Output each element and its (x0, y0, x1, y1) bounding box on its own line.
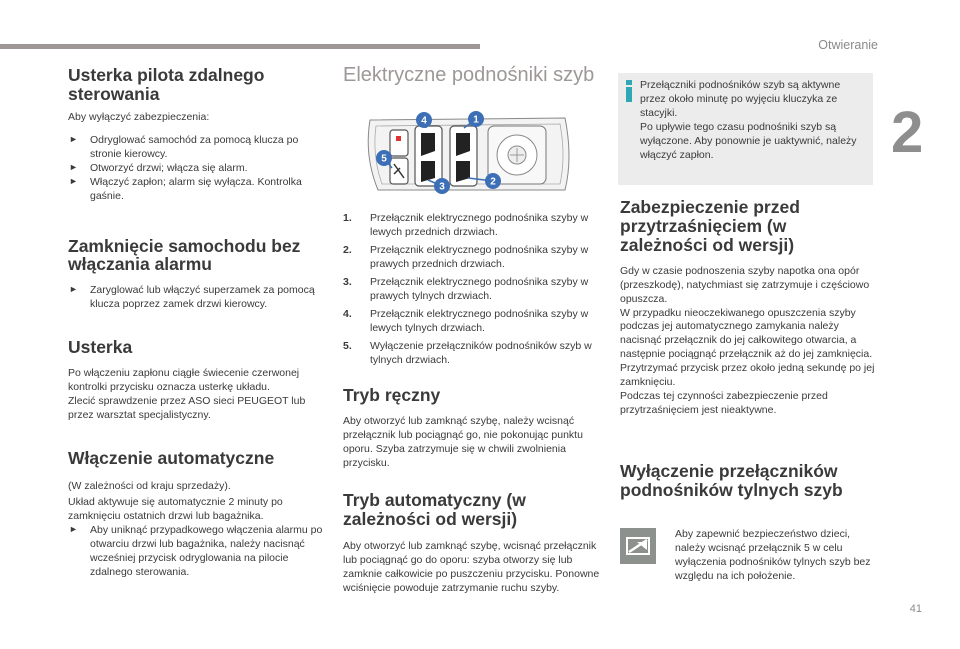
heading-auto-mode: Tryb automatyczny (w zależności od wersji) (343, 490, 526, 530)
chapter-number: 2 (891, 100, 924, 165)
list-item: ► Odryglować samochód za pomocą klucza po stronie kierowcy. (69, 133, 299, 160)
heading-auto-activation: Włączenie automatyczne (68, 447, 275, 468)
switch-legend-list (343, 212, 605, 368)
column-right (620, 198, 876, 500)
column-middle-body (343, 212, 605, 596)
list-item: 4. Przełącznik elektrycznego podnośnika szyby w lewych tylnych drzwiach. (343, 307, 589, 334)
window-switch-panel-illustration (360, 108, 575, 200)
anti-pinch-text-3: Podczas tej czynności zabezpieczenie przed przytrzaśnięciem jest nieaktywne. (620, 390, 828, 417)
svg-text:1: 1 (473, 114, 479, 126)
info-icon (623, 80, 635, 102)
heading-lock-without-alarm: Zamknięcie samochodu bez włączania alarmu (68, 235, 301, 275)
svg-text:4: 4 (421, 115, 427, 127)
remote-failure-steps (68, 134, 326, 204)
auto-mode-text: Aby otworzyć lub zamknąć szybę, wcisnąć przełącznik lub pociągnąć go do oporu: szyba otworzy się lub zamknie całkowicie po puszczeniu przycisku. Ponowne wciśnięcie powoduje zatrzymanie ruchu szyby. (343, 540, 600, 594)
led-icon (396, 136, 401, 141)
heading-electric-windows: Elektryczne podnośniki szyb (343, 64, 595, 86)
switch-rear-lock (390, 130, 408, 156)
info-text: Przełączniki podnośników szyb są aktywne przez około minutę po wyjęciu kluczyka ze stacyjki. Po upływie tego czasu podnośniki szyb są wyłączone. Aby ponownie je uaktywnić, należy włączyć zapłon. (640, 79, 857, 161)
page-number: 41 (909, 603, 922, 615)
list-item: 2. Przełącznik elektrycznego podnośnika szyby w prawych przednich drzwiach. (343, 243, 589, 270)
lock-without-alarm-steps (68, 284, 326, 312)
callout-4 (416, 112, 432, 128)
auto-activation-steps (68, 524, 326, 580)
bullet-icon: ► (69, 161, 78, 172)
bullet-icon: ► (69, 133, 78, 144)
column-left (68, 66, 326, 579)
svg-text:5: 5 (381, 153, 387, 165)
svg-text:3: 3 (439, 181, 445, 193)
rear-switch-disable-body (675, 528, 875, 584)
heading-manual-mode: Tryb ręczny (343, 384, 441, 405)
bullet-icon: ► (69, 175, 78, 186)
heading-anti-pinch: Zabezpieczenie przed przytrzaśnięciem (w zależności od wersji) (620, 197, 800, 255)
fault-text-2: Zlecić sprawdzenie przez ASO sieci PEUGEOT lub przez warsztat specjalistyczny. (68, 394, 306, 421)
anti-pinch-text-2: W przypadku nieoczekiwanego opuszczenia szyby podczas jej automatycznego zamykania należy nacisnąć przełącznik do jej całkowitego otwarcia, a następnie pociągnąć przełącznik aż do jej zamknięcia. Przytrzymać przycisk przez około jedną sekundę po jej zamknięciu. (620, 306, 875, 389)
list-item: 3. Przełącznik elektrycznego podnośnika szyby w prawych tylnych drzwiach. (343, 275, 589, 302)
header-bar (0, 44, 480, 49)
list-item: ► Zaryglować lub włączyć superzamek za pomocą klucza poprzez zamek drzwi kierowcy. (69, 284, 315, 311)
bullet-icon: ► (69, 284, 78, 295)
info-box (618, 73, 873, 185)
svg-text:2: 2 (490, 176, 496, 188)
list-item: ► Włączyć zapłon; alarm się wyłącza. Kontrolka gaśnie. (69, 175, 302, 202)
heading-fault: Usterka (68, 337, 133, 358)
child-lock-switch-icon (620, 528, 656, 564)
fault-text: Po włączeniu zapłonu ciągłe świecenie czerwonej kontrolki przycisku oznacza usterkę układu. (68, 367, 300, 394)
auto-activation-note: (W zależności od kraju sprzedaży). (68, 479, 231, 492)
list-item: ► Otworzyć drzwi; włącza się alarm. (69, 161, 248, 174)
heading-rear-switch-disable: Wyłączenie przełączników podnośników tylnych szyb (620, 461, 843, 501)
anti-pinch-text: Gdy w czasie podnoszenia szyby napotka ona opór (przeszkodę), natychmiast się zatrzymuje i częściowo opuszcza. (620, 264, 870, 305)
section-title: Otwieranie (818, 38, 878, 52)
column-middle (343, 64, 605, 86)
list-item: 5. Wyłączenie przełączników podnośników szyb w tylnych drzwiach. (343, 339, 592, 366)
list-item: ► Aby uniknąć przypadkowego włączenia alarmu po otwarciu drzwi lub bagażnika, należy nacisnąć wcześniej przycisk odryglowania na pilocie zdalnego sterowania. (69, 523, 323, 578)
rear-switch-disable-text: Aby zapewnić bezpieczeństwo dzieci, należy wcisnąć przełącznik 5 w celu wyłączenia podnośników tylnych szyb bez względu na ich położenie. (675, 528, 871, 582)
remote-failure-intro: Aby wyłączyć zabezpieczenia: (68, 110, 210, 123)
heading-remote-failure: Usterka pilota zdalnego sterowania (68, 65, 265, 104)
list-item: 1. Przełącznik elektrycznego podnośnika szyby w lewych przednich drzwiach. (343, 212, 589, 238)
manual-mode-text: Aby otworzyć lub zamknąć szybę, należy wcisnąć przełącznik lub pociągnąć go, nie pokonując punktu oporu. Szyba zatrzymuje się w chwili zwolnienia przycisku. (343, 415, 583, 470)
auto-activation-text: Układ aktywuje się automatycznie 2 minuty po zamknięciu ostatnich drzwi lub bagażnika. (68, 495, 283, 522)
bullet-icon: ► (69, 523, 78, 534)
